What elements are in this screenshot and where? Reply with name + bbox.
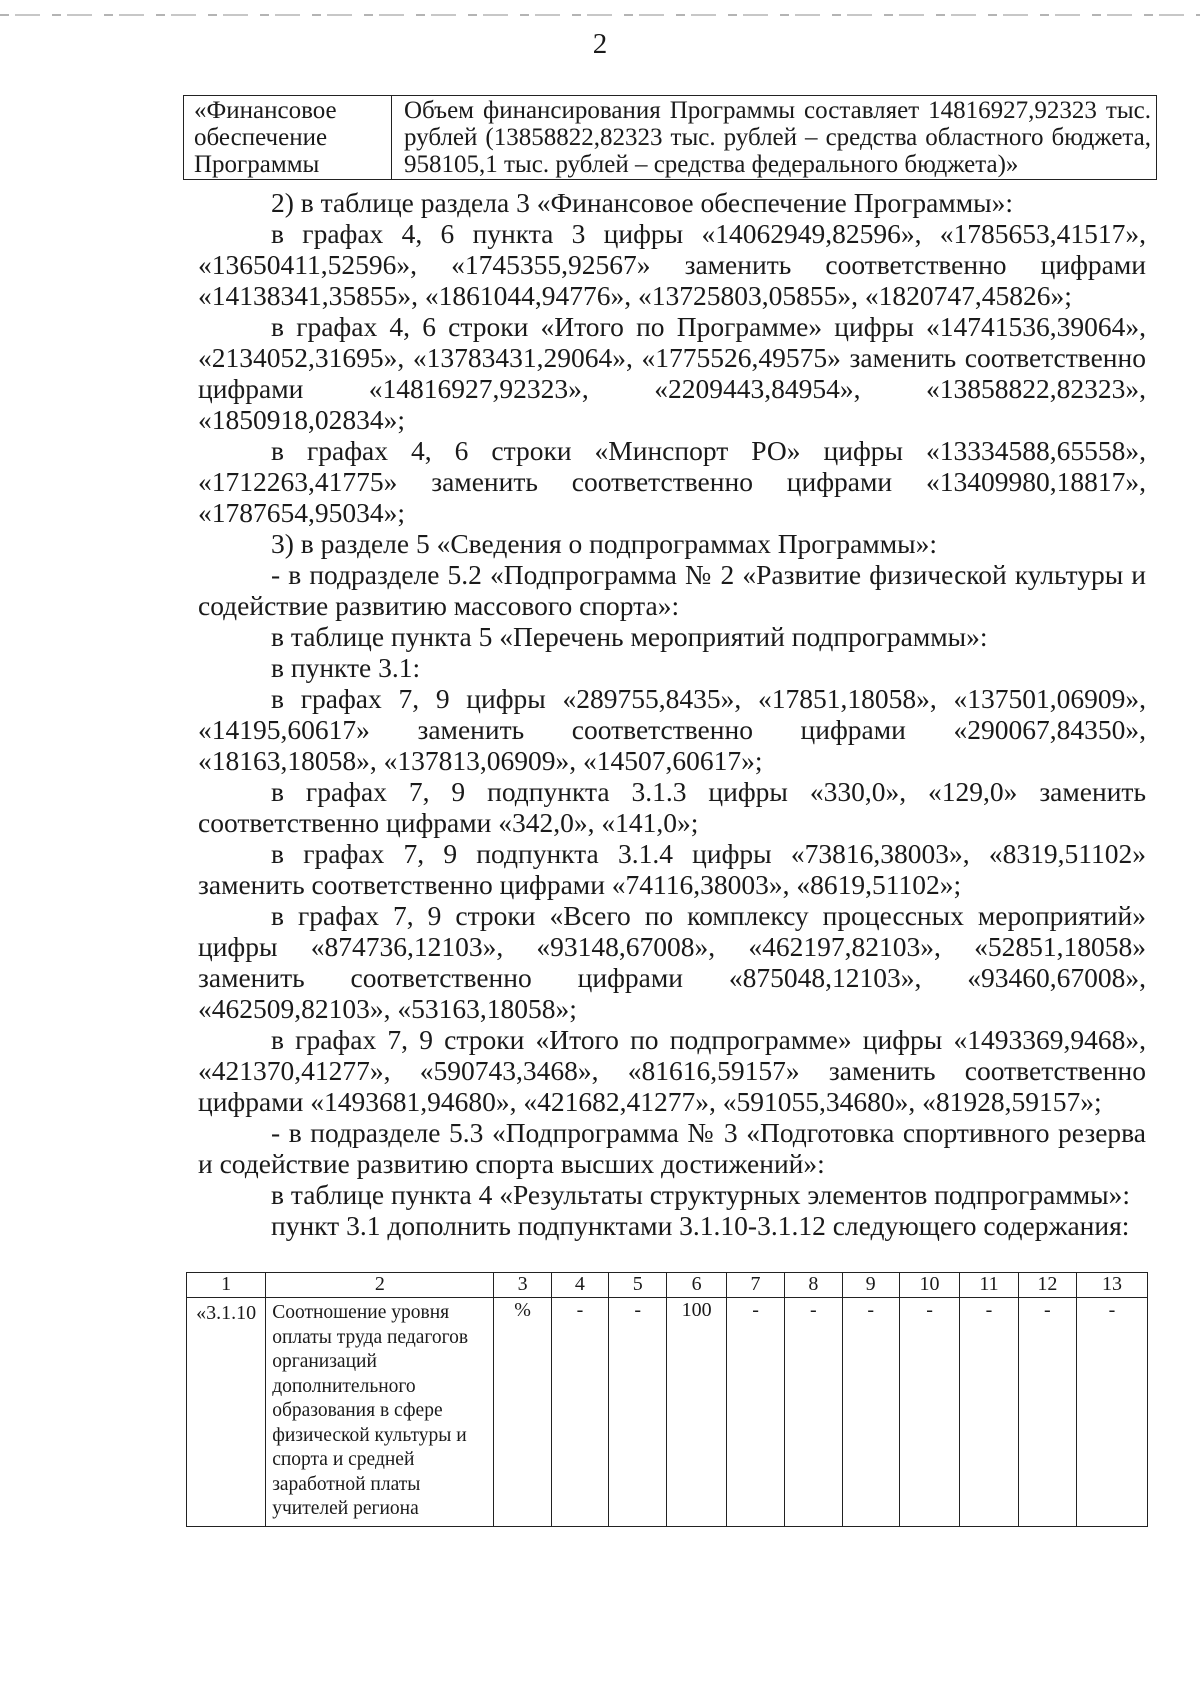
- column-header: 3: [494, 1273, 551, 1298]
- paragraph: в графах 7, 9 подпункта 3.1.4 цифры «73816,38003», «8319,51102» заменить соответственно цифрами «74116,38003», «8619,51102»;: [198, 838, 1146, 900]
- paragraph: в графах 4, 6 пункта 3 цифры «14062949,82596», «1785653,41517», «13650411,52596», «1745355,92567» заменить соответственно цифрами «14138341,35855», «1861044,94776», «13725803,05855», «1820747,45826»;: [198, 218, 1146, 311]
- column-header: 2: [266, 1273, 494, 1298]
- table-header-row: [187, 1273, 1148, 1298]
- financing-label-cell: «Финансовое обеспечение Программы: [184, 96, 392, 180]
- value-cell: -: [551, 1298, 608, 1527]
- value-cell: -: [1077, 1298, 1148, 1527]
- column-header: 4: [551, 1273, 608, 1298]
- paragraph: в таблице пункта 5 «Перечень мероприятий подпрограммы»:: [271, 621, 988, 652]
- paragraph: - в подразделе 5.3 «Подпрограмма № 3 «Подготовка спортивного резерва и содействие развитию спорта высших достижений»:: [198, 1117, 1146, 1179]
- paragraph: в графах 4, 6 строки «Минспорт РО» цифры «13334588,65558», «1712263,41775» заменить соответственно цифрами «13409980,18817», «1787654,95034»;: [198, 435, 1146, 528]
- value-cell: -: [785, 1298, 842, 1527]
- paragraph: в графах 7, 9 строки «Итого по подпрограмме» цифры «1493369,9468», «421370,41277», «590743,3468», «81616,59157» заменить соответственно цифрами «1493681,94680», «421682,41277», «591055,34680», «81928,59157»;: [198, 1024, 1146, 1117]
- column-header: 6: [667, 1273, 726, 1298]
- column-header: 5: [609, 1273, 667, 1298]
- column-header: 10: [899, 1273, 959, 1298]
- page-number: 2: [592, 28, 608, 60]
- paragraph: в графах 7, 9 строки «Всего по комплексу процессных мероприятий» цифры «874736,12103», «93148,67008», «462197,82103», «52851,18058» заменить соответственно цифрами «875048,12103», «93460,67008», «462509,82103», «53163,18058»;: [198, 900, 1146, 1024]
- value-cell: -: [842, 1298, 899, 1527]
- paragraph: в графах 7, 9 подпункта 3.1.3 цифры «330,0», «129,0» заменить соответственно цифрами «342,0», «141,0»;: [198, 776, 1146, 838]
- value-cell: -: [899, 1298, 959, 1527]
- column-header: 7: [726, 1273, 784, 1298]
- value-cell: -: [726, 1298, 784, 1527]
- financing-row: [184, 96, 1157, 180]
- paragraph: в графах 7, 9 цифры «289755,8435», «17851,18058», «137501,06909», «14195,60617» заменить соответственно цифрами «290067,84350», «18163,18058», «137813,06909», «14507,60617»;: [198, 683, 1146, 776]
- paragraph: 2) в таблице раздела 3 «Финансовое обеспечение Программы»:: [271, 187, 1013, 218]
- paragraph: - в подразделе 5.2 «Подпрограмма № 2 «Развитие физической культуры и содействие развитию массового спорта»:: [198, 559, 1146, 621]
- paragraph: в графах 4, 6 строки «Итого по Программе» цифры «14741536,39064», «2134052,31695», «13783431,29064», «1775526,49575» заменить соответственно цифрами «14816927,92323», «2209443,84954», «13858822,82323», «1850918,02834»;: [198, 311, 1146, 435]
- scan-edge-artifact: [0, 14, 1200, 16]
- item-code-cell: «3.1.10: [187, 1298, 266, 1527]
- paragraph: 3) в разделе 5 «Сведения о подпрограммах Программы»:: [271, 528, 937, 559]
- column-header: 13: [1077, 1273, 1148, 1298]
- amendment-body: [198, 187, 1146, 1241]
- paragraph: пункт 3.1 дополнить подпунктами 3.1.10-3.1.12 следующего содержания:: [271, 1210, 1130, 1241]
- paragraph: в таблице пункта 4 «Результаты структурных элементов подпрограммы»:: [271, 1179, 1130, 1210]
- value-cell: -: [609, 1298, 667, 1527]
- column-header: 11: [960, 1273, 1018, 1298]
- results-table: [186, 1272, 1148, 1527]
- paragraph: в пункте 3.1:: [271, 652, 421, 683]
- column-header: 9: [842, 1273, 899, 1298]
- item-description-cell: Соотношение уровня оплаты труда педагогов организаций дополнительного образования в сфере физической культуры и спорта и средней заработной платы учителей региона: [266, 1298, 494, 1527]
- value-cell: -: [1018, 1298, 1076, 1527]
- financing-table: [183, 95, 1157, 180]
- unit-cell: %: [494, 1298, 551, 1527]
- table-row: [187, 1298, 1148, 1527]
- financing-value-cell: Объем финансирования Программы составляет 14816927,92323 тыс. рублей (13858822,82323 тыс. рублей – средства областного бюджета, 958105,1 тыс. рублей – средства федерального бюджета)»: [392, 96, 1157, 180]
- column-header: 12: [1018, 1273, 1076, 1298]
- column-header: 1: [187, 1273, 266, 1298]
- value-cell: -: [960, 1298, 1018, 1527]
- value-cell: 100: [667, 1298, 726, 1527]
- column-header: 8: [785, 1273, 842, 1298]
